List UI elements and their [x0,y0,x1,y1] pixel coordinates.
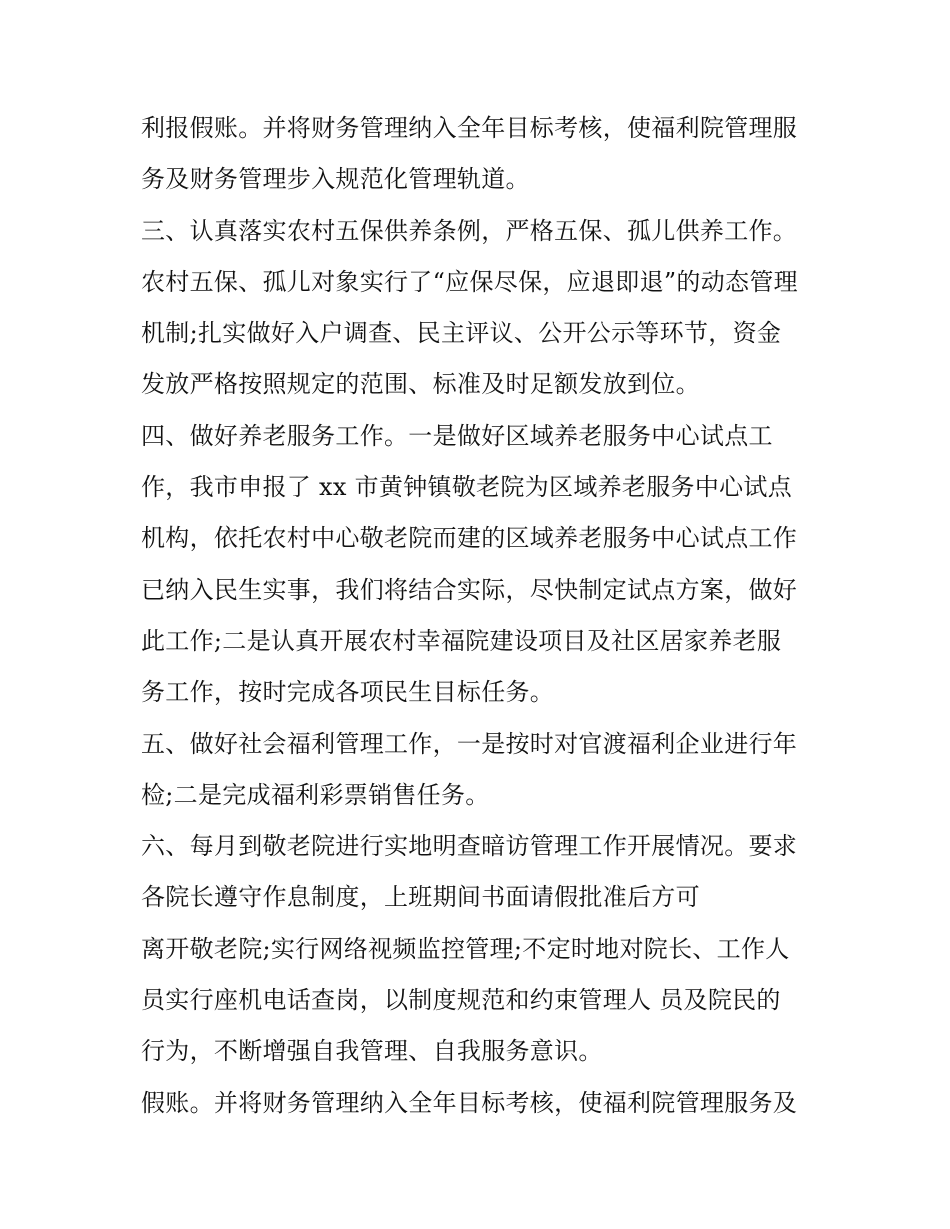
text-line: 员实行座机电话查岗，以制度规范和约束管理人 员及院民的 [141,986,781,1015]
text-line: 三、认真落实农村五保供养条例，严格五保、孤儿供养工作。 [141,216,798,245]
text-line: 农村五保、孤儿对象实行了“应保尽保，应退即退”的动态管理 [141,267,798,296]
text-line: 行为，不断增强自我管理、自我服务意识。 [141,1037,603,1066]
text-line: 各院长遵守作息制度，上班期间书面请假批准后方可 [141,883,700,912]
text-line: 五、做好社会福利管理工作，一是按时对官渡福利企业进行年 [141,729,798,758]
text-line: 检;二是完成福利彩票销售任务。 [141,780,490,809]
text-line: 六、每月到敬老院进行实地明查暗访管理工作开展情况。要求 [141,832,798,861]
text-line: 已纳入民生实事，我们将结合实际，尽快制定试点方案，做好 [141,575,798,604]
text-line: 务及财务管理步入规范化管理轨道。 [141,165,530,194]
text-line: 假账。并将财务管理纳入全年目标考核，使福利院管理服务及 [141,1088,798,1117]
text-line: 离开敬老院;实行网络视频监控管理;不定时地对院长、工作人 [141,934,790,963]
text-line: 作，我市申报了 xx 市黄钟镇敬老院为区域养老服务中心试点 [141,473,793,502]
text-line: 机制;扎实做好入户调查、民主评议、公开公示等环节，资金 [141,319,782,348]
text-line: 此工作;二是认真开展农村幸福院建设项目及社区居家养老服 [141,626,782,655]
document-body [141,103,821,1129]
text-line: 务工作，按时完成各项民生目标任务。 [141,678,555,707]
text-line: 利报假账。并将财务管理纳入全年目标考核，使福利院管理服 [141,114,798,142]
text-line: 机构，依托农村中心敬老院而建的区域养老服务中心试点工作 [141,524,798,553]
text-line: 四、做好养老服务工作。一是做好区域养老服务中心试点工 [141,421,773,450]
text-line: 发放严格按照规定的范围、标准及时足额发放到位。 [141,370,700,399]
